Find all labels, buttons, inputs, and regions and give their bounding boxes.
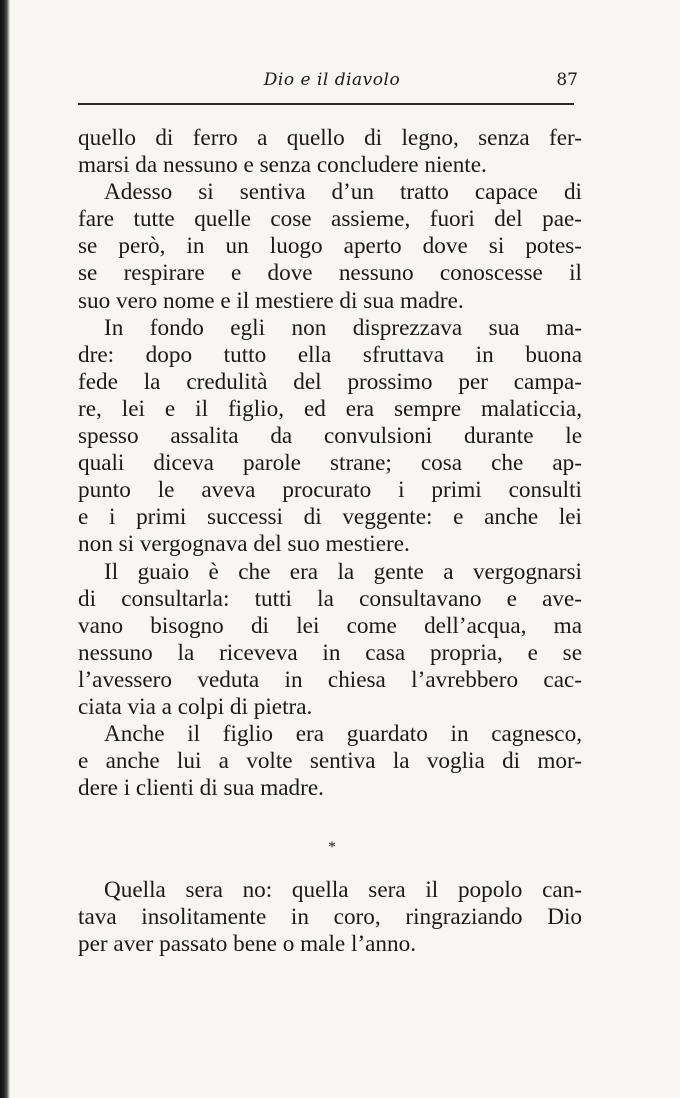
text-line: se però, in un luogo aperto dove si potes-: [78, 233, 582, 260]
running-head: [78, 70, 578, 100]
text-line: l’avessero veduta in chiesa l’avrebbero cac-: [78, 666, 582, 693]
text-line: di consultarla: tutti la consultavano e ave-: [78, 585, 582, 612]
text-line: Il guaio è che era la gente a vergognarsi: [104, 558, 582, 585]
text-line: e i primi successi di veggente: e anche lei: [78, 504, 582, 531]
page-number: 87: [556, 70, 578, 90]
text-line: nessuno la riceveva in casa propria, e se: [78, 639, 582, 666]
text-line: punto le aveva procurato i primi consulti: [78, 477, 582, 504]
book-spine-shadow: [0, 0, 10, 1098]
text-line: non si vergognava del suo mestiere.: [78, 531, 410, 558]
text-line: suo vero nome e il mestiere di sua madre.: [78, 287, 464, 314]
text-line: vano bisogno di lei come dell’acqua, ma: [78, 612, 582, 639]
text-line: e anche lui a volte sentiva la voglia di mor-: [78, 748, 582, 775]
paragraph-6: [78, 877, 582, 958]
text-line: fede la credulità del prossimo per campa-: [78, 368, 582, 395]
paragraph-4: [78, 559, 582, 722]
text-line: dre: dopo tutto ella sfruttava in buona: [78, 341, 582, 368]
text-line: spesso assalita da convulsioni durante le: [78, 423, 582, 450]
text-line: re, lei e il figlio, ed era sempre malaticcia,: [78, 395, 582, 422]
header-rule: [78, 103, 574, 105]
paragraph-2: [78, 179, 582, 314]
running-title: Dio e il diavolo: [263, 70, 401, 90]
text-line: per aver passato bene o male l’anno.: [78, 931, 417, 958]
text-line: quali diceva parole strane; cosa che ap-: [78, 450, 582, 477]
text-line: se respirare e dove nessuno conoscesse il: [78, 260, 582, 287]
section-break-asterisk: *: [328, 839, 336, 856]
text-line: dere i clienti di sua madre.: [78, 775, 324, 802]
text-line: quello di ferro a quello di legno, senza fer-: [78, 125, 582, 151]
main-text: [78, 125, 582, 802]
text-line: Anche il figlio era guardato in cagnesco,: [104, 721, 582, 748]
paragraph-5: [78, 721, 582, 802]
text-line: fare tutte quelle cose assieme, fuori del pae-: [78, 206, 582, 233]
text-line: tava insolitamente in coro, ringraziando Dio: [78, 904, 582, 931]
text-line: Adesso si sentiva d’un tratto capace di: [104, 179, 582, 206]
text-line: ciata via a colpi di pietra.: [78, 693, 313, 720]
paragraph-3: [78, 315, 582, 559]
text-line: marsi da nessuno e senza concludere niente.: [78, 152, 487, 179]
text-line: In fondo egli non disprezzava sua ma-: [104, 314, 582, 341]
paragraph-1: [78, 125, 582, 179]
text-line: Quella sera no: quella sera il popolo can-: [104, 877, 582, 903]
main-text-continued: [78, 877, 582, 958]
